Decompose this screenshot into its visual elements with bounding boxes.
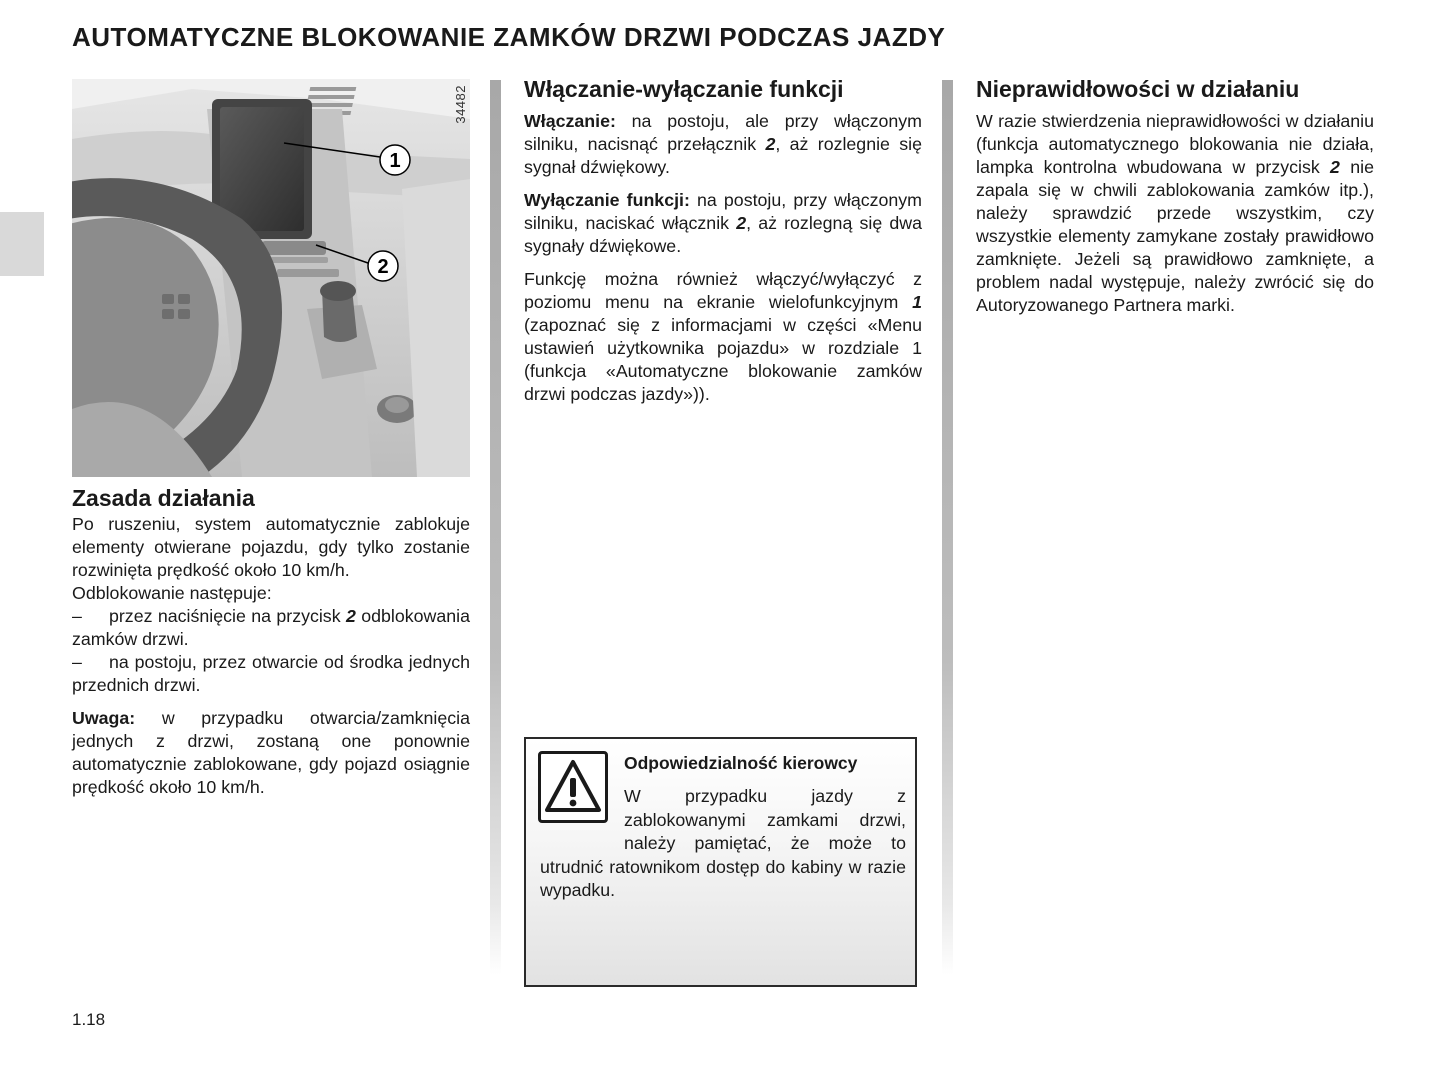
dashboard-illustration [72, 79, 470, 477]
column-principle [72, 79, 470, 799]
dashboard-drawing [72, 79, 470, 477]
list-item-text: na postoju, przez otwarcie od środka jednych przednich drzwi. [72, 652, 470, 695]
principle-unlock-intro: Odblokowanie następuje: [72, 583, 272, 603]
column-divider-left [490, 80, 501, 975]
malfunction-text-end: nie zapala się w chwili zablokowania zamków itp.), należy sprawdzić przede wszystkim, czy wszystkie elementy zamykane zostały prawidłowo zamknięte. Jeżeli są prawidłowo zamknięte, a problem nadal występuje, należy zwrócić się do Autoryzowanego Partnera marki. [976, 157, 1374, 315]
figure-reference-number: 34482 [453, 85, 468, 124]
toggle-off-paragraph [524, 189, 922, 258]
page-number: 1.18 [72, 1010, 106, 1029]
toggle-on-ref: 2 [765, 134, 776, 154]
toggle-on-text: na postoju, ale przy włączonym silniku, nacisnąć przełącznik [524, 111, 922, 154]
driver-responsibility-box [524, 737, 917, 987]
malfunction-paragraph [976, 110, 1374, 317]
column-toggle [524, 74, 922, 406]
toggle-heading: Włączanie-wyłączanie funkcji [524, 76, 844, 102]
note-label: Uwaga: [72, 708, 136, 728]
toggle-off-text: na postoju, przy włączonym silniku, naciskać włącznik [524, 190, 922, 233]
malfunction-heading: Nieprawidłowości w działaniu [976, 76, 1300, 102]
column-divider-right [942, 80, 953, 975]
list-item-ref: 2 [345, 606, 356, 626]
toggle-on-paragraph [524, 110, 922, 179]
list-item-text: przez naciśnięcie na przycisk [109, 606, 346, 626]
list-item-text-end: odblokowania zamków drzwi. [72, 606, 471, 649]
page-title: AUTOMATYCZNE BLOKOWANIE ZAMKÓW DRZWI PODCZAS JAZDY [72, 22, 946, 52]
toggle-off-label: Wyłączanie funkcji: [524, 190, 690, 210]
column-malfunction [976, 74, 1374, 317]
toggle-off-text-end: , aż rozlegną się dwa sygnały dźwiękowe. [524, 213, 922, 256]
toggle-off-ref: 2 [736, 213, 747, 233]
list-dash: – [72, 652, 82, 672]
toggle-on-text-end: , aż rozlegnie się sygnał dźwiękowy. [524, 134, 922, 177]
warning-text: W przypadku jazdy z zablokowanymi zamkami drzwi, należy pamiętać, że może to utrudnić ratownikom dostęp do kabiny w razie wypadku. [540, 786, 906, 900]
principle-note [72, 707, 470, 799]
principle-list-item [72, 605, 470, 651]
list-dash: – [72, 606, 82, 626]
callout-2-label: 2 [377, 256, 389, 278]
principle-heading: Zasada działania [72, 485, 255, 511]
warning-text-block [540, 785, 906, 903]
callout-1-label: 1 [389, 150, 401, 172]
toggle-menu-paragraph [524, 268, 922, 406]
malfunction-text: W razie stwierdzenia nieprawidłowości w działaniu (funkcja automatycznego blokowania nie działa, lampka kontrolna wbudowana w przycisk [976, 111, 1374, 177]
principle-list-item [72, 651, 470, 697]
principle-intro: Po ruszeniu, system automatycznie zablokuje elementy otwierane pojazdu, gdy tylko zostanie rozwinięta prędkość około 10 km/h. [72, 514, 470, 580]
toggle-menu-text: Funkcję można również włączyć/wyłączyć z poziomu menu na ekranie wielofunkcyjnym [524, 269, 922, 312]
toggle-menu-text-end: (zapoznać się z informacjami w części «Menu ustawień użytkownika pojazdu» w rozdziale 1 (funkcja «Automatyczne blokowanie zamków drzwi podczas jazdy»)). [524, 315, 922, 404]
toggle-on-label: Włączanie: [524, 111, 616, 131]
toggle-menu-ref: 1 [912, 292, 922, 312]
malfunction-ref: 2 [1330, 157, 1340, 177]
warning-title: Odpowiedzialność kierowcy [624, 753, 858, 773]
note-text: w przypadku otwarcia/zamknięcia jednych z drzwi, zostaną one ponownie automatycznie zablokowane, gdy pojazd osiągnie prędkość około 10 km/h. [72, 708, 470, 797]
chapter-tab [0, 212, 44, 276]
